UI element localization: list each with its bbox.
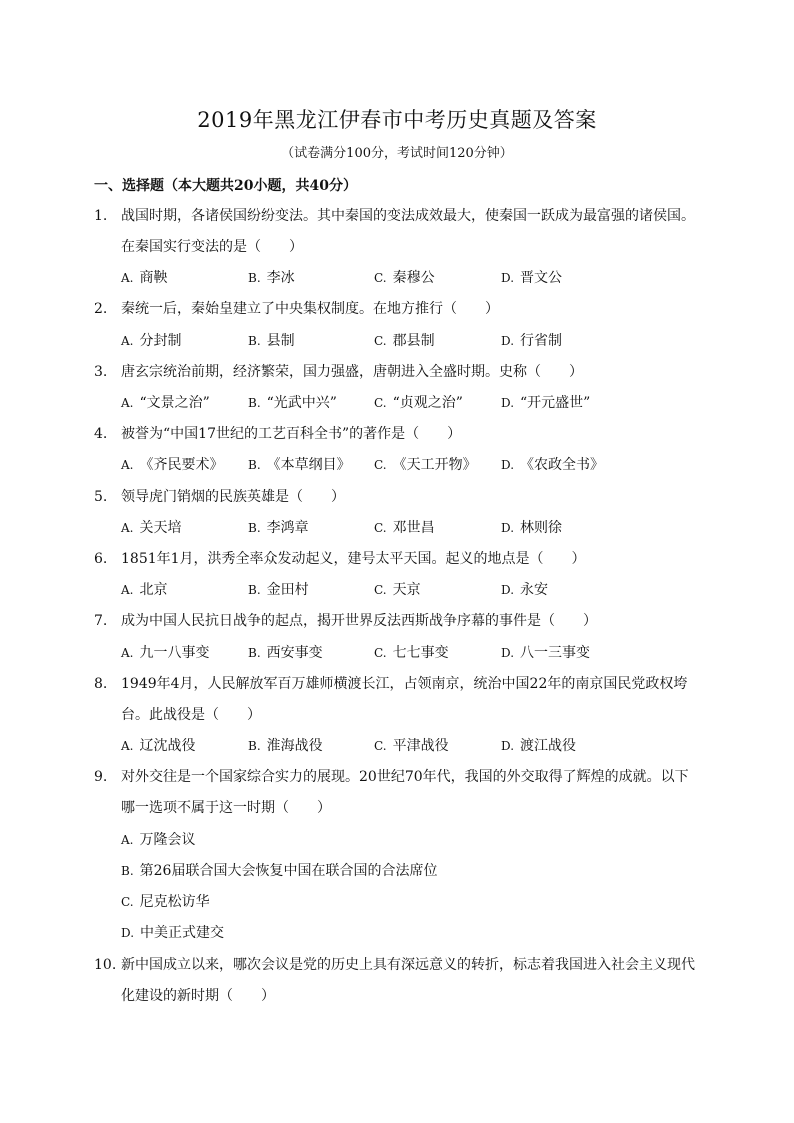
option-a[interactable]: A. 万隆会议 — [121, 832, 196, 848]
options-7 — [121, 642, 701, 664]
option-c[interactable]: C. 尼克松访华 — [121, 894, 210, 910]
option-a[interactable]: A. 《齐民要术》 — [121, 457, 224, 473]
option-b[interactable]: B. 李鸿章 — [248, 520, 309, 536]
question-text: 1851年1月，洪秀全率众发动起义，建号太平天国。起义的地点是（ ） — [121, 551, 586, 567]
options-3 — [121, 392, 701, 414]
option-d[interactable]: D. 《农政全书》 — [501, 457, 605, 473]
question-text: 成为中国人民抗日战争的起点，揭开世界反法西斯战争序幕的事件是（ ） — [121, 613, 597, 629]
question-text-cont: 化建设的新时期（ ） — [121, 988, 275, 1004]
question-text: 对外交往是一个国家综合实力的展现。20世纪70年代，我国的外交取得了辉煌的成就。以下 — [121, 769, 689, 785]
question-text-cont: 台。此战役是（ ） — [121, 707, 261, 723]
section-heading: 一、选择题（本大题共20小题，共40分） — [94, 178, 357, 194]
question-number: 1. — [94, 208, 108, 224]
question-text: 被誉为“中国17世纪的工艺百科全书”的著作是（ ） — [121, 426, 462, 442]
option-c[interactable]: C. 《天工开物》 — [374, 457, 477, 473]
options-4 — [121, 454, 701, 476]
question-number: 5. — [94, 489, 108, 505]
options-1 — [121, 267, 701, 289]
option-d[interactable]: D. “开元盛世” — [501, 395, 591, 411]
page-title: 2019年黑龙江伊春市中考历史真题及答案 — [197, 108, 597, 132]
option-a[interactable]: A. 九一八事变 — [121, 645, 210, 661]
option-c[interactable]: C. 郡县制 — [374, 333, 435, 349]
option-d[interactable]: D. 行省制 — [501, 333, 563, 349]
option-c[interactable]: C. 秦穆公 — [374, 270, 435, 286]
option-b[interactable]: B. 西安事变 — [248, 645, 323, 661]
option-c[interactable]: C. 七七事变 — [374, 645, 449, 661]
question-number: 6. — [94, 551, 108, 567]
option-b[interactable]: B. “光武中兴” — [248, 395, 337, 411]
option-a[interactable]: A. 关天培 — [121, 520, 182, 536]
option-b[interactable]: B. 《本草纲目》 — [248, 457, 351, 473]
page-subtitle: （试卷满分100分，考试时间120分钟） — [281, 146, 513, 161]
option-d[interactable]: D. 渡江战役 — [501, 738, 577, 754]
question-number: 7. — [94, 613, 108, 629]
options-2 — [121, 330, 701, 352]
options-5 — [121, 517, 701, 539]
option-b[interactable]: B. 淮海战役 — [248, 738, 323, 754]
options-6 — [121, 579, 701, 601]
question-text: 秦统一后，秦始皇建立了中央集权制度。在地方推行（ ） — [121, 301, 499, 317]
option-d[interactable]: D. 林则徐 — [501, 520, 563, 536]
option-a[interactable]: A. 北京 — [121, 582, 168, 598]
question-number: 8. — [94, 676, 108, 692]
question-text: 唐玄宗统治前期，经济繁荣，国力强盛，唐朝进入全盛时期。史称（ ） — [121, 364, 583, 380]
option-d[interactable]: D. 八一三事变 — [501, 645, 591, 661]
option-c[interactable]: C. 天京 — [374, 582, 421, 598]
option-c[interactable]: C. 邓世昌 — [374, 520, 435, 536]
option-b[interactable]: B. 金田村 — [248, 582, 309, 598]
options-8 — [121, 735, 701, 757]
option-b[interactable]: B. 县制 — [248, 333, 295, 349]
option-a[interactable]: A. “文景之治” — [121, 395, 210, 411]
question-number: 2. — [94, 301, 108, 317]
option-d[interactable]: D. 永安 — [501, 582, 549, 598]
question-text: 1949年4月，人民解放军百万雄师横渡长江，占领南京，统治中国22年的南京国民党政权垮 — [121, 676, 688, 692]
option-b[interactable]: B. 第26届联合国大会恢复中国在联合国的合法席位 — [121, 863, 438, 879]
option-a[interactable]: A. 分封制 — [121, 333, 182, 349]
question-text: 战国时期，各诸侯国纷纷变法。其中秦国的变法成效最大，使秦国一跃成为最富强的诸侯国。 — [121, 208, 695, 224]
option-d[interactable]: D. 中美正式建交 — [121, 925, 225, 941]
question-text: 领导虎门销烟的民族英雄是（ ） — [121, 489, 345, 505]
question-number: 3. — [94, 364, 108, 380]
option-d[interactable]: D. 晋文公 — [501, 270, 563, 286]
question-number: 4. — [94, 426, 108, 442]
option-a[interactable]: A. 商鞅 — [121, 270, 168, 286]
question-text-cont: 哪一选项不属于这一时期（ ） — [121, 800, 331, 816]
option-c[interactable]: C. “贞观之治” — [374, 395, 463, 411]
question-number: 9. — [94, 769, 108, 785]
question-text-cont: 在秦国实行变法的是（ ） — [121, 239, 303, 255]
option-a[interactable]: A. 辽沈战役 — [121, 738, 196, 754]
option-c[interactable]: C. 平津战役 — [374, 738, 449, 754]
question-text: 新中国成立以来，哪次会议是党的历史上具有深远意义的转折，标志着我国进入社会主义现代 — [121, 957, 695, 973]
option-b[interactable]: B. 李冰 — [248, 270, 295, 286]
question-number: 10. — [94, 957, 117, 973]
